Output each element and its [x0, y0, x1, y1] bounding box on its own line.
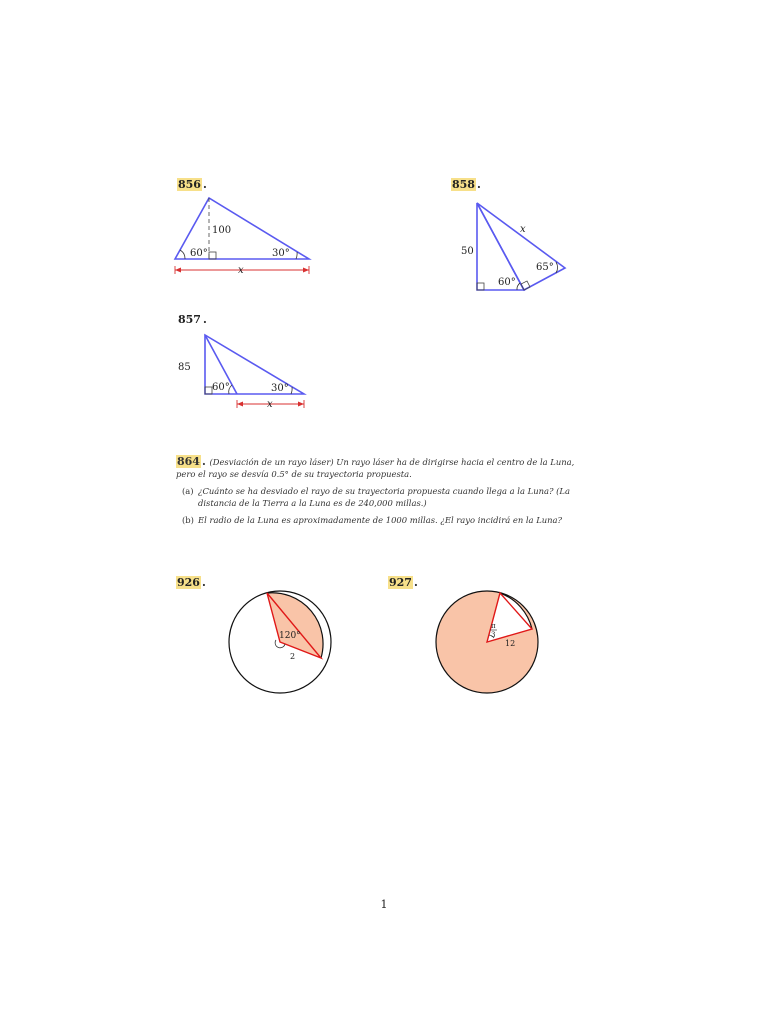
problem-856-label: 856 .	[178, 178, 207, 191]
problem-text: (Desviación de un rayo láser) Un rayo láser ha de dirigirse hacia el centro de la Luna, pero el rayo se desvía 0.5° de su trayectoria propuesta.	[176, 457, 575, 479]
problem-858-label: 858 .	[452, 178, 481, 191]
part-tag: (a)	[182, 486, 194, 496]
triangle-858-figure	[455, 195, 575, 297]
angle-bottom-label: 60°	[498, 277, 516, 288]
angle-right-label: 30°	[272, 248, 290, 259]
part-tag: (b)	[182, 515, 194, 525]
outer-triangle	[477, 203, 565, 290]
problem-864	[176, 456, 596, 526]
angle-arc	[180, 250, 185, 259]
radius-label: 2	[290, 652, 296, 661]
part-text: ¿Cuánto se ha desviado el rayo de su trayectoria propuesta cuando llega a la Luna? (La distancia de la Tierra a la Luna es de 240,000 millas.)	[198, 486, 570, 508]
problem-927-label: 927 .	[389, 576, 418, 589]
angle-numerator: π	[491, 622, 496, 630]
problem-number: 927	[389, 576, 412, 589]
problem-number: 926	[177, 576, 200, 589]
problem-857-label: 857 .	[178, 313, 207, 326]
problem-number: 864	[177, 455, 200, 468]
circle-926-figure	[224, 588, 340, 698]
radius-label: 12	[505, 639, 516, 648]
unknown-label: x	[267, 399, 273, 410]
right-angle-mark	[209, 252, 216, 259]
problem-number: 858	[452, 178, 475, 191]
triangle-857-figure	[170, 328, 310, 412]
angle-label: 120°	[279, 631, 301, 641]
angle-right-label: 30°	[271, 383, 289, 394]
page-number: 1	[380, 898, 388, 911]
angle-left-label: 60°	[190, 248, 208, 259]
part-text: El radio de la Luna es aproximadamente de 1000 millas. ¿El rayo incidirá en la Luna?	[198, 515, 563, 525]
angle-right-label: 65°	[536, 262, 554, 273]
triangle-856-figure	[168, 190, 320, 280]
circle-927-figure	[433, 588, 545, 698]
height-label: 100	[212, 225, 232, 236]
part-a	[176, 485, 596, 509]
side-label: 50	[461, 246, 474, 257]
unknown-label: x	[238, 265, 244, 276]
unknown-label: x	[520, 224, 526, 235]
angle-inner-label: 60°	[212, 382, 230, 393]
angle-arc	[296, 252, 297, 259]
part-b	[176, 514, 596, 526]
angle-denominator: 3	[491, 631, 496, 639]
problem-864-intro: 864 . (Desviación de un rayo láser) Un rayo láser ha de dirigirse hacia el centro de la Luna, pero el rayo se desvía 0.5° de su trayectoria propuesta.	[176, 455, 575, 479]
problem-926-label: 926 .	[177, 576, 206, 589]
problem-number: 857	[178, 313, 201, 326]
problem-number: 856	[178, 178, 201, 191]
side-label: 85	[178, 362, 191, 373]
